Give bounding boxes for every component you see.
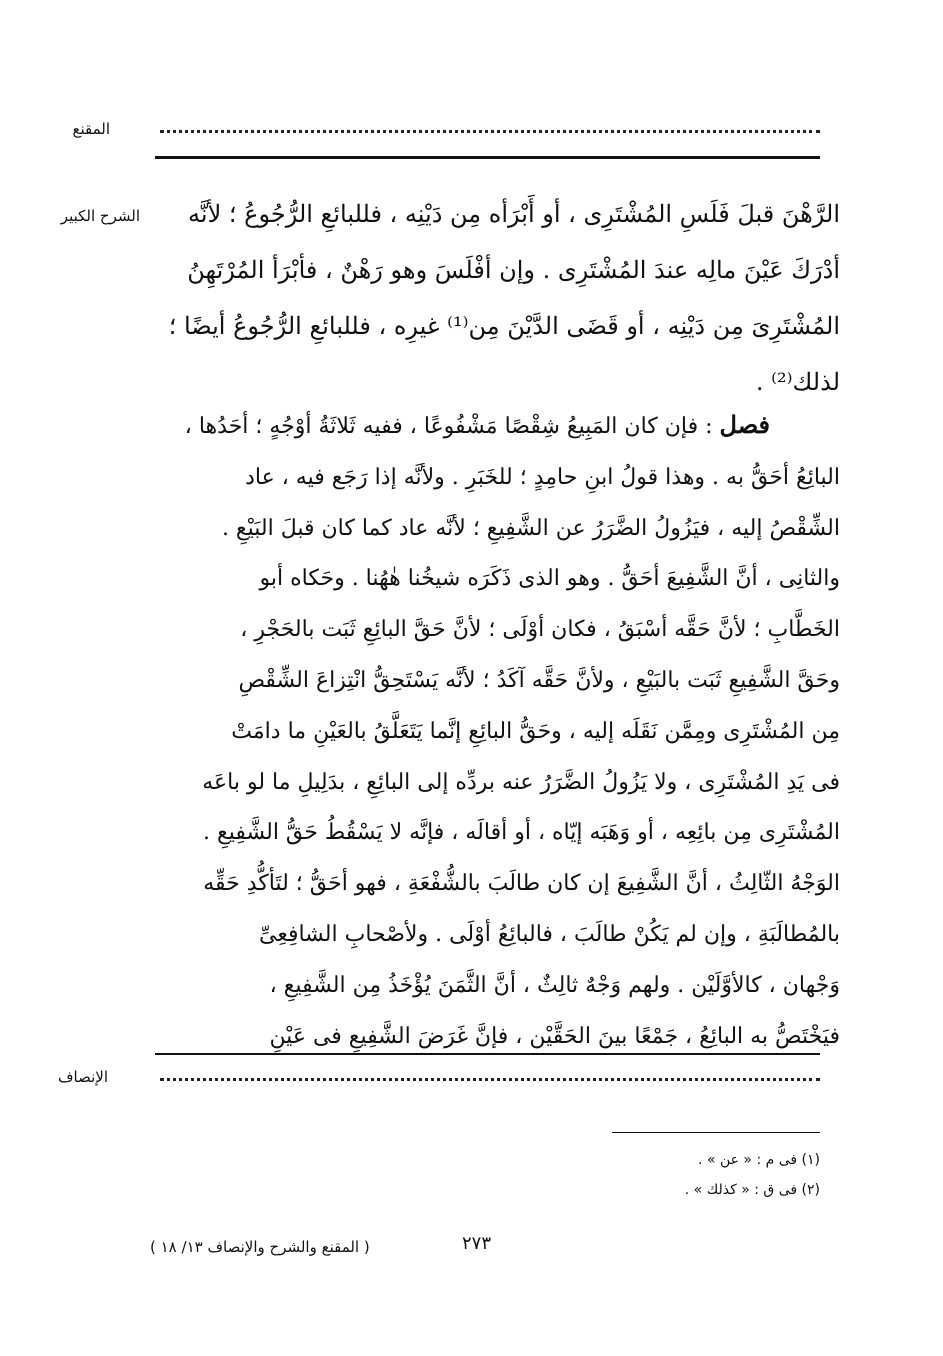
text-line: مِن المُشْتَرِى ومِمَّن نَقَلَه إليه ، وحَقُّ البائِعِ إنَّما يَتَعَلَّقُ بالعَيْنِ ما دامَتْ (231, 718, 840, 744)
insaf-rule (155, 1053, 820, 1055)
text-line: البائِعُ أحَقُّ به . وهذا قولُ ابنِ حامِدٍ ؛ للخَبَرِ . ولأنَّه إذا رَجَع فيه ، عاد (245, 464, 840, 490)
sharh-label: الشرح الكبير (60, 207, 140, 225)
insaf-label: الإنصاف (57, 1068, 108, 1086)
text-line (150, 400, 840, 453)
muqni-label: المقنع (72, 120, 110, 138)
sharh-text (150, 186, 840, 410)
footer-citation: ( المقنع والشرح والإنصاف ١٣/ ١٨ ) (150, 1238, 370, 1256)
text-line: فيَخْتَصُّ به البائِعُ ، جَمْعًا بينَ الحَقَّيْن ، فإنَّ غَرَضَ الشَّفِيعِ فى عَيْنِ (269, 1023, 840, 1049)
text-line: المُشْتَرِى مِن بائِعِه ، أو وَهَبَه إيّاه ، أو أقالَه ، فإنَّه لا يَسْقُطُ حَقُّ الشَّفِيعِ . (203, 820, 840, 846)
text-line-content: : فإن كان المَبِيعُ شِقْصًا مَشْفُوعًا ، ففيه ثَلاثَةُ أوْجُهٍ ؛ أحَدُها ، (184, 414, 713, 439)
insaf-dotted-line (160, 1078, 820, 1081)
text-line: وحَقَّ الشَّفِيعِ ثَبَت بالبَيْعِ ، ولأنَّ حَقَّه آكَدُ ؛ لأنَّه يَسْتَحِقُّ انْتِزاعَ الشِّقْصِ (238, 667, 840, 693)
text-line: الشِّقْصُ إليه ، فيَزُولُ الضَّرَرُ عن الشَّفِيعِ ؛ لأنَّه عاد كما كان قبلَ البَيْعِ . (221, 515, 840, 541)
muqni-dotted-line (160, 130, 820, 133)
text-line: والثانِى ، أنَّ الشَّفِيعَ أحَقُّ . وهو الذى ذَكَرَه شيخُنا هٰهُنا . وحَكاه أبو (259, 566, 840, 592)
header-rule (155, 156, 820, 159)
text-line: وَجْهان ، كالأوَّلَيْن . ولهم وَجْهٌ ثالِثٌ ، أنَّ الثَّمَنَ يُؤْخَذُ مِن الشَّفِيعِ ، (269, 972, 840, 998)
text-line: فى يَدِ المُشْتَرِى ، ولا يَزُولُ الضَّرَرُ عنه بردِّه إلى البائِعِ ، بدَلِيلِ ما لو باعَه (202, 769, 840, 795)
text-line: الخَطَّابِ ؛ لأنَّ حَقَّه أسْبَقُ ، فكان أوْلَى ؛ لأنَّ حَقَّ البائِعِ ثَبَت بالحَجْرِ ، (240, 617, 840, 643)
text-line: المُشْتَرِىَ مِن دَيْنِه ، أو قَضَى الدَّيْنَ مِن⁽¹⁾ غيرِه ، فللبائعِ الرُّجُوعُ أيضًا ؛ (168, 312, 840, 340)
footnote-1: (١) فى م : « عن » . (698, 1152, 820, 1168)
fasl-heading: فصل (719, 410, 770, 439)
main-text (150, 400, 840, 1062)
text-line: لذلك⁽²⁾ . (755, 368, 840, 396)
footnote-2: (٢) فى ق : « كذلك » . (684, 1182, 820, 1198)
text-line: الرَّهْنَ قبلَ فَلَسِ المُشْتَرِى ، أو أَبْرَأه مِن دَيْنِه ، فللبائعِ الرُّجُوعُ ؛ لأنَّه (188, 200, 840, 228)
text-line: الوَجْهُ الثّالِثُ ، أنَّ الشَّفِيعَ إن كان طالَبَ بالشُّفْعَةِ ، فهو أحَقُّ ؛ لتَأكُّدِ حَقِّه (203, 871, 840, 897)
page-number: ٢٧٣ (462, 1233, 492, 1254)
text-line: أدْرَكَ عَيْنَ مالِه عندَ المُشْتَرِى . وإن أفْلَسَ وهو رَهْنٌ ، فأبْرَأ المُرْتَهِنُ (187, 256, 840, 284)
footnote-rule (612, 1132, 820, 1133)
text-line: بالمُطالَبَةِ ، وإن لم يَكُنْ طالَبَ ، فالبائِعُ أوْلَى . ولأصْحابِ الشافِعِىِّ (259, 921, 840, 947)
